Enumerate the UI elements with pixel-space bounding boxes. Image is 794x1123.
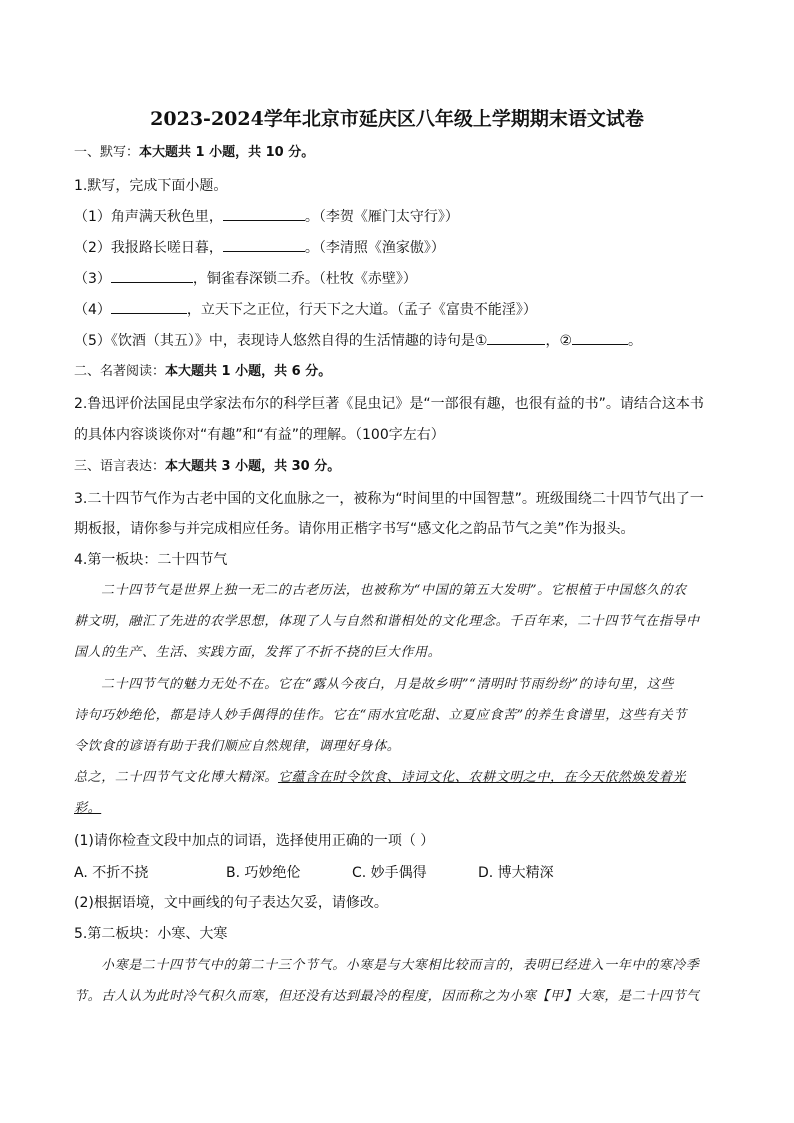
q1-item-2-pre: （2）我报路长嗟日暮， [74, 240, 223, 256]
q1-item-3 [74, 268, 724, 289]
q4-p2-line-2: 诗句巧妙绝伦，都是诗人妙手偶得的佳作。它在“雨水宜吃甜、立夏应食苦”的养生食谱里，这些有关节 [74, 708, 687, 723]
q1-item-4 [74, 299, 724, 320]
q4-option-b[interactable]: B. 巧妙绝伦 [226, 865, 301, 881]
answer-blank-1[interactable] [223, 206, 305, 221]
section-3-prefix: 三、语言表达： [74, 459, 166, 474]
q4-sub-1: (1)请你检查文段中加点的词语，选择使用正确的一项（ ） [74, 833, 435, 849]
answer-blank-2[interactable] [223, 237, 305, 252]
q4-p3-underlined-2: 彩。 [74, 801, 102, 816]
q1-item-3-pre: （3） [74, 271, 111, 287]
section-1-prefix: 一、默写： [74, 145, 140, 160]
q2-line-1: 2.鲁迅评价法国昆虫学家法布尔的科学巨著《昆虫记》是“一部很有趣，也很有益的书”。请结合这本书 [74, 396, 704, 412]
q1-item-2 [74, 237, 724, 258]
section-3-desc: 本大题共 3 小题，共 30 分。 [165, 459, 341, 474]
section-2-prefix: 二、名著阅读： [74, 364, 166, 379]
q1-item-4-pre: （4） [74, 302, 111, 318]
q4-sub-2: (2)根据语境，文中画线的句子表达欠妥，请修改。 [74, 895, 388, 911]
q1-item-5-end: 。 [628, 333, 643, 349]
q1-item-5 [74, 330, 724, 351]
page-title: 2023-2024学年北京市延庆区八年级上学期期末语文试卷 [150, 108, 644, 130]
q1-item-1 [74, 206, 724, 227]
q4-option-c[interactable]: C. 妙手偶得 [352, 865, 427, 881]
q1-item-5-pre: （5）《饮酒（其五）》中，表现诗人悠然自得的生活情趣的诗句是 [74, 333, 475, 349]
answer-blank-5a[interactable] [487, 330, 545, 345]
q4-p2-line-3: 令饮食的谚语有助于我们顺应自然规律，调理好身体。 [74, 739, 401, 754]
q4-option-a[interactable]: A. 不折不挠 [74, 865, 149, 881]
section-2-desc: 本大题共 1 小题，共 6 分。 [165, 364, 332, 379]
answer-blank-4[interactable] [111, 299, 187, 314]
q4-p3-underlined: 它蕴含在时令饮食、诗词文化、农耕文明之中，在今天依然焕发着光 [278, 770, 687, 785]
answer-blank-3[interactable] [111, 268, 193, 283]
section-1-heading [74, 143, 724, 163]
q1-item-5-marker-2: ② [559, 333, 573, 349]
q5-p1-line-2: 节。古人认为此时冷气积久而寒，但还没有达到最冷的程度，因而称之为小寒【甲】大寒，是二十四节气 [74, 989, 700, 1004]
q1-item-5-marker-1: ① [474, 333, 488, 349]
q1-item-3-post: ，铜雀春深锁二乔。（杜牧《赤壁》） [192, 271, 417, 287]
q1-item-1-post: 。（李贺《雁门太守行》） [304, 209, 459, 225]
section-1-desc: 本大题共 1 小题，共 10 分。 [139, 145, 315, 160]
q2-line-2: 的具体内容谈谈你对“有趣”和“有益”的理解。（100字左右） [74, 427, 445, 443]
q4-p3-line-2 [74, 799, 724, 819]
q1-item-2-post: 。（李清照《渔家傲》） [304, 240, 445, 256]
section-3-heading [74, 457, 724, 477]
q4-heading: 4.第一板块：二十四节气 [74, 552, 228, 568]
q1-item-1-pre: （1）角声满天秋色里， [74, 209, 223, 225]
q3-line-1: 3.二十四节气作为古老中国的文化血脉之一，被称为“时间里的中国智慧”。班级围绕二十四节气出了一 [74, 491, 704, 507]
q5-p1-line-1: 小寒是二十四节气中的第二十三个节气。小寒是与大寒相比较而言的，表明已经进入一年中的寒冷季 [101, 958, 700, 973]
q4-p2-line-1: 二十四节气的魅力无处不在。它在“露从今夜白，月是故乡明”“清明时节雨纷纷”的诗句里，这些 [101, 677, 674, 692]
q4-option-d[interactable]: D. 博大精深 [478, 865, 554, 881]
answer-blank-5b[interactable] [572, 330, 628, 345]
section-2-heading [74, 362, 724, 382]
q5-heading: 5.第二板块：小寒、大寒 [74, 926, 228, 942]
q1-item-4-post: ，立天下之正位，行天下之大道。（孟子《富贵不能淫》） [186, 302, 537, 318]
q4-p1-line-2: 耕文明，融汇了先进的农学思想，体现了人与自然和谐相处的文化理念。千百年来，二十四节气在指导中 [74, 614, 700, 629]
q4-p3-line-1 [74, 768, 724, 788]
q3-line-2: 期板报，请你参与并完成相应任务。请你用正楷字书写“感文化之韵品节气之美”作为报头。 [74, 521, 635, 537]
q1-item-5-sep: ， [545, 333, 560, 349]
q1-stem: 1.默写，完成下面小题。 [74, 178, 228, 194]
q4-p1-line-1: 二十四节气是世界上独一无二的古老历法，也被称为“中国的第五大发明”。它根植于中国悠久的农 [101, 583, 687, 598]
q4-p1-line-3: 国人的生产、生活、实践方面，发挥了不折不挠的巨大作用。 [74, 645, 442, 660]
q4-p3-plain: 总之，二十四节气文化博大精深。 [74, 770, 279, 785]
